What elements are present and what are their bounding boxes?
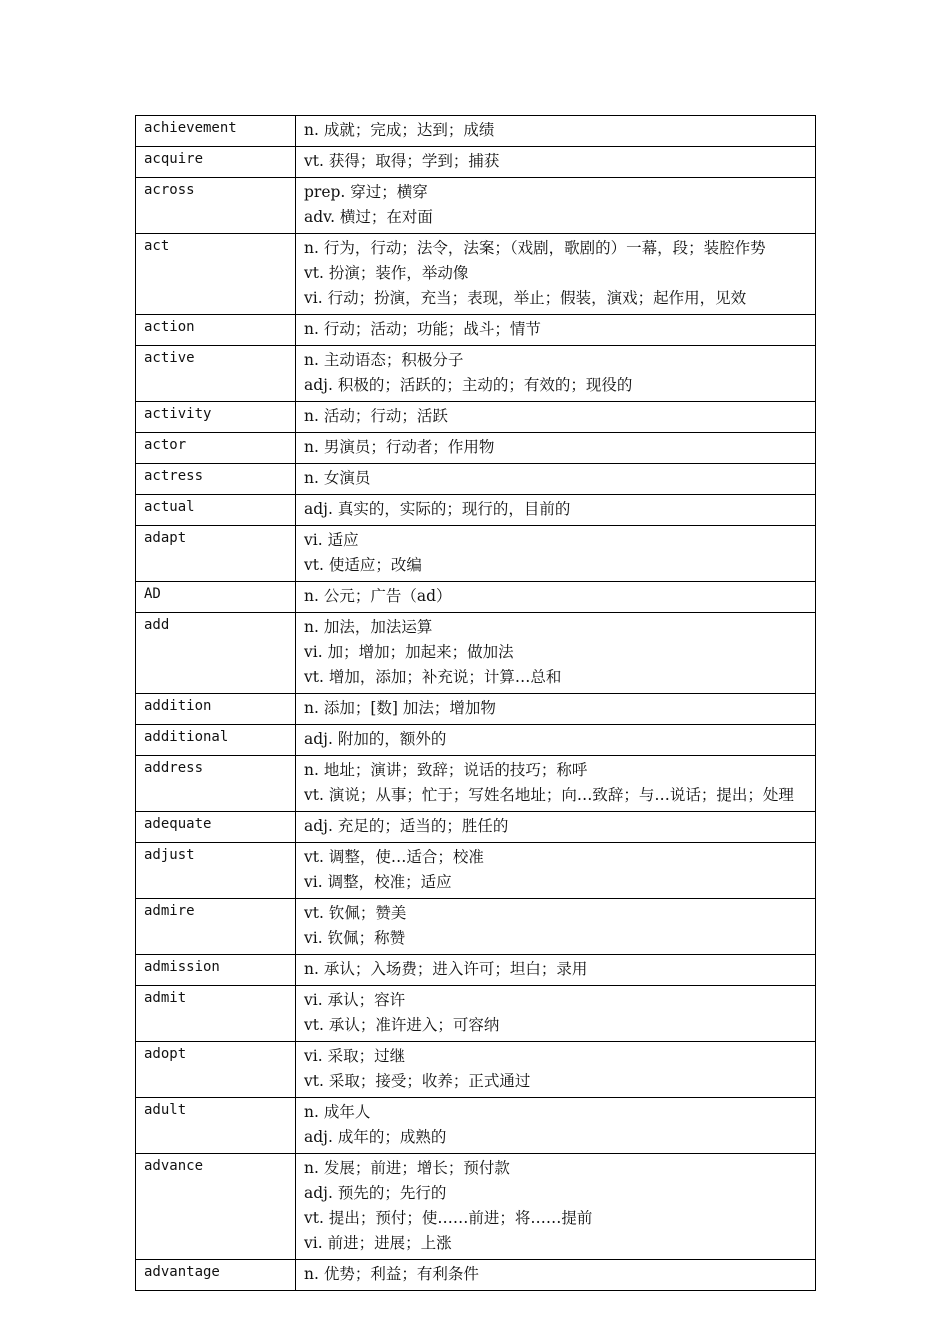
table-row xyxy=(136,402,816,433)
vocabulary-table xyxy=(135,115,816,1291)
definition-cell xyxy=(296,756,816,812)
definition-cell xyxy=(296,843,816,899)
word-cell: admit xyxy=(136,986,296,1042)
definition-line: vt. 增加，添加；补充说；计算…总和 xyxy=(304,668,562,686)
definition-line: vt. 承认；准许进入；可容纳 xyxy=(304,1016,500,1034)
definition-line: adj. 真实的，实际的；现行的，目前的 xyxy=(304,500,571,518)
table-row xyxy=(136,315,816,346)
definition-line: vt. 演说；从事；忙于；写姓名地址；向…致辞；与…说话；提出；处理 xyxy=(304,786,794,804)
table-row xyxy=(136,756,816,812)
definition-line: n. 承认；入场费；进入许可；坦白；录用 xyxy=(304,960,588,978)
definition-line: adj. 积极的；活跃的；主动的；有效的；现役的 xyxy=(304,376,633,394)
definition-line: vi. 前进；进展；上涨 xyxy=(304,1234,452,1252)
definition-line: n. 行为，行动；法令，法案；（戏剧，歌剧的）一幕，段；装腔作势 xyxy=(304,239,766,257)
word-cell: admission xyxy=(136,955,296,986)
table-row xyxy=(136,694,816,725)
table-row xyxy=(136,234,816,315)
definition-line: n. 优势；利益；有利条件 xyxy=(304,1265,479,1283)
definition-cell xyxy=(296,147,816,178)
definition-line: vi. 加；增加；加起来；做加法 xyxy=(304,643,514,661)
word-cell: action xyxy=(136,315,296,346)
definition-line: adv. 横过；在对面 xyxy=(304,208,433,226)
definition-line: vt. 提出；预付；使……前进；将……提前 xyxy=(304,1209,593,1227)
table-row xyxy=(136,812,816,843)
definition-line: n. 加法，加法运算 xyxy=(304,618,433,636)
definition-cell xyxy=(296,526,816,582)
definition-line: vt. 调整，使…适合；校准 xyxy=(304,848,484,866)
table-row xyxy=(136,1098,816,1154)
definition-line: vi. 钦佩；称赞 xyxy=(304,929,406,947)
definition-line: vi. 采取；过继 xyxy=(304,1047,406,1065)
definition-cell xyxy=(296,464,816,495)
word-cell: adapt xyxy=(136,526,296,582)
table-row xyxy=(136,495,816,526)
table-row xyxy=(136,955,816,986)
word-cell: across xyxy=(136,178,296,234)
word-cell: additional xyxy=(136,725,296,756)
definition-line: vt. 使适应；改编 xyxy=(304,556,422,574)
table-row xyxy=(136,582,816,613)
table-row xyxy=(136,464,816,495)
definition-cell xyxy=(296,955,816,986)
definition-cell xyxy=(296,234,816,315)
word-cell: act xyxy=(136,234,296,315)
word-cell: AD xyxy=(136,582,296,613)
word-cell: actress xyxy=(136,464,296,495)
definition-line: n. 发展；前进；增长；预付款 xyxy=(304,1159,510,1177)
definition-line: n. 主动语态；积极分子 xyxy=(304,351,464,369)
definition-cell xyxy=(296,613,816,694)
definition-cell xyxy=(296,812,816,843)
definition-line: adj. 充足的；适当的；胜任的 xyxy=(304,817,509,835)
definition-cell xyxy=(296,725,816,756)
definition-cell xyxy=(296,433,816,464)
table-row xyxy=(136,613,816,694)
word-cell: actor xyxy=(136,433,296,464)
word-cell: admire xyxy=(136,899,296,955)
definition-line: n. 行动；活动；功能；战斗；情节 xyxy=(304,320,541,338)
table-row xyxy=(136,433,816,464)
definition-cell xyxy=(296,495,816,526)
definition-cell xyxy=(296,582,816,613)
table-row xyxy=(136,1260,816,1291)
table-row xyxy=(136,346,816,402)
definition-line: n. 男演员；行动者；作用物 xyxy=(304,438,495,456)
word-cell: adjust xyxy=(136,843,296,899)
word-cell: achievement xyxy=(136,116,296,147)
word-cell: adequate xyxy=(136,812,296,843)
definition-line: n. 地址；演讲；致辞；说话的技巧；称呼 xyxy=(304,761,588,779)
definition-line: vi. 行动；扮演，充当；表现，举止；假装，演戏；起作用，见效 xyxy=(304,289,747,307)
definition-line: n. 成年人 xyxy=(304,1103,371,1121)
table-row xyxy=(136,1154,816,1260)
table-row xyxy=(136,178,816,234)
definition-line: vt. 扮演；装作，举动像 xyxy=(304,264,469,282)
table-row xyxy=(136,725,816,756)
definition-line: adj. 预先的；先行的 xyxy=(304,1184,447,1202)
definition-cell xyxy=(296,178,816,234)
table-row xyxy=(136,147,816,178)
word-cell: activity xyxy=(136,402,296,433)
table-row xyxy=(136,116,816,147)
definition-cell xyxy=(296,1042,816,1098)
table-row xyxy=(136,1042,816,1098)
definition-line: n. 女演员 xyxy=(304,469,371,487)
definition-line: vt. 采取；接受；收养；正式通过 xyxy=(304,1072,531,1090)
definition-cell xyxy=(296,1098,816,1154)
definition-line: vt. 获得；取得；学到；捕获 xyxy=(304,152,500,170)
definition-line: vi. 调整，校准；适应 xyxy=(304,873,452,891)
table-row xyxy=(136,986,816,1042)
word-cell: advance xyxy=(136,1154,296,1260)
definition-line: adj. 成年的；成熟的 xyxy=(304,1128,447,1146)
definition-line: adj. 附加的，额外的 xyxy=(304,730,447,748)
vocabulary-table-body xyxy=(136,116,816,1291)
definition-cell xyxy=(296,986,816,1042)
word-cell: adopt xyxy=(136,1042,296,1098)
word-cell: acquire xyxy=(136,147,296,178)
word-cell: address xyxy=(136,756,296,812)
definition-cell xyxy=(296,116,816,147)
definition-cell xyxy=(296,1154,816,1260)
definition-line: vt. 钦佩；赞美 xyxy=(304,904,407,922)
definition-line: n. 成就；完成；达到；成绩 xyxy=(304,121,495,139)
word-cell: actual xyxy=(136,495,296,526)
word-cell: active xyxy=(136,346,296,402)
definition-cell xyxy=(296,346,816,402)
word-cell: adult xyxy=(136,1098,296,1154)
definition-line: prep. 穿过；横穿 xyxy=(304,183,428,201)
definition-cell xyxy=(296,694,816,725)
definition-line: vi. 适应 xyxy=(304,531,359,549)
definition-line: n. 活动；行动；活跃 xyxy=(304,407,448,425)
definition-cell xyxy=(296,315,816,346)
definition-cell xyxy=(296,1260,816,1291)
definition-line: vi. 承认；容许 xyxy=(304,991,406,1009)
word-cell: add xyxy=(136,613,296,694)
table-row xyxy=(136,843,816,899)
word-cell: addition xyxy=(136,694,296,725)
definition-line: n. 公元；广告（ad） xyxy=(304,587,452,605)
table-row xyxy=(136,526,816,582)
table-row xyxy=(136,899,816,955)
definition-cell xyxy=(296,402,816,433)
definition-cell xyxy=(296,899,816,955)
word-cell: advantage xyxy=(136,1260,296,1291)
definition-line: n. 添加；[数] 加法；增加物 xyxy=(304,699,496,717)
